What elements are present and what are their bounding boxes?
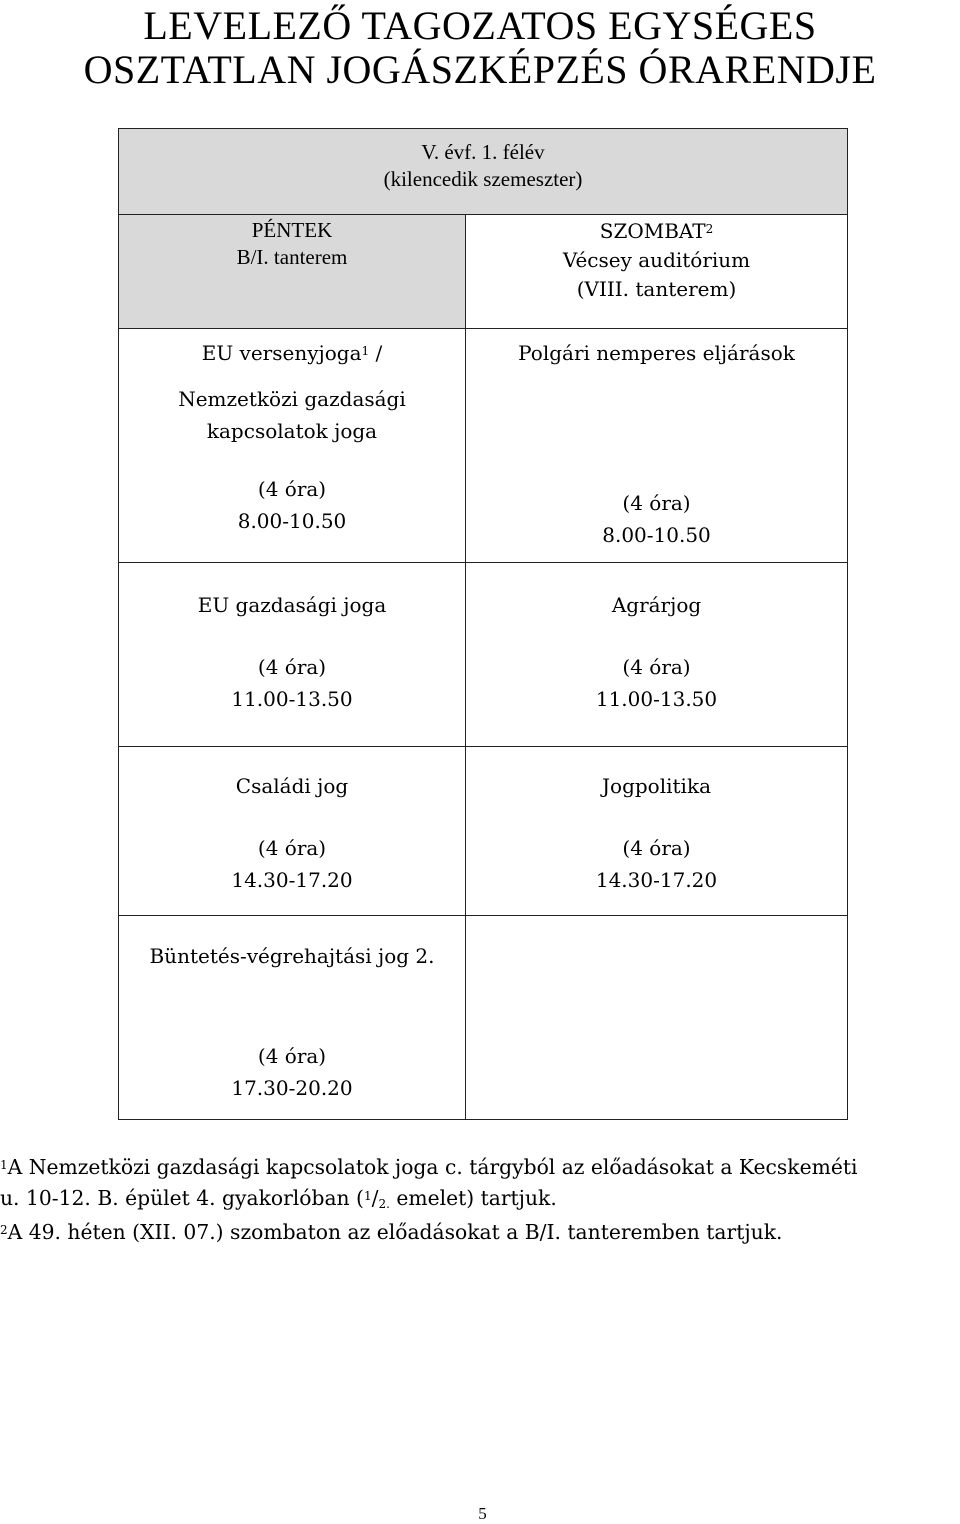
friday-header [119, 215, 466, 329]
page-number: 5 [478, 1504, 487, 1523]
friday-slot-2-time: 11.00-13.50 [231, 687, 353, 711]
saturday-slot-1-hours: (4 óra) [622, 491, 691, 515]
friday-slot-2-hours: (4 óra) [257, 655, 327, 679]
saturday-header [466, 215, 848, 329]
footnote-1-mark: 1 [0, 1158, 8, 1172]
footnote-1-line1: $^1$A Nemzetközi gazdasági kapcsolatok joga c. tárgyból az előadásokat a Kecskeméti [0, 1155, 858, 1179]
friday-slot-4 [119, 916, 466, 1120]
footnote-2-mark: 2 [0, 1223, 8, 1237]
saturday-room-line1: Vécsey auditórium [562, 248, 751, 272]
saturday-slot-2-hours: (4 óra) [622, 655, 691, 679]
friday-room-label: B/I. tanterem [236, 245, 348, 269]
saturday-room-line2: (VIII. tanterem) [576, 277, 737, 301]
footnote-2: $^2$A 49. héten (XII. 07.) szombaton az előadásokat a B/I. tanteremben tartjuk. [0, 1220, 783, 1244]
friday-slot-3-hours: (4 óra) [257, 836, 327, 860]
saturday-slot-2-course: Agrárjog [611, 593, 702, 617]
friday-slot-1 [119, 329, 466, 563]
semester-header [119, 129, 848, 215]
saturday-slot-4-empty [466, 916, 848, 1120]
saturday-slot-3-time: 14.30-17.20 [595, 868, 718, 892]
saturday-footnote-mark: 2 [705, 222, 714, 236]
slot-row-4 [119, 916, 848, 1120]
saturday-slot-2 [466, 563, 848, 747]
footnote-1-line2: u. 10-12. B. épület 4. gyakorlóban ($^1/_{2.}$ emelet) tartjuk. [0, 1186, 557, 1211]
page-title [0, 4, 960, 92]
semester-row [119, 129, 848, 215]
saturday-slot-1 [466, 329, 848, 563]
friday-slot-1-course-b-line2: kapcsolatok joga [206, 419, 378, 443]
slot-row-1 [119, 329, 848, 563]
friday-slot-1-course-b-line1: Nemzetközi gazdasági [178, 387, 406, 411]
friday-slot-2 [119, 563, 466, 747]
friday-slot-4-hours: (4 óra) [257, 1044, 327, 1068]
friday-slot-2-course: EU gazdasági joga [197, 593, 387, 617]
saturday-day-label: SZOMBAT$^2$ [599, 219, 714, 243]
slot-row-3 [119, 747, 848, 916]
saturday-slot-3-course: Jogpolitika [602, 774, 711, 798]
friday-slot-4-time: 17.30-20.20 [231, 1076, 353, 1100]
page-title-line2: OSZTATLAN JOGÁSZKÉPZÉS ÓRARENDJE [83, 47, 877, 92]
page-title-line1: LEVELEZŐ TAGOZATOS EGYSÉGES [143, 3, 817, 48]
saturday-slot-1-course: Polgári nemperes eljárások [518, 341, 795, 365]
friday-slot-4-course: Büntetés-végrehajtási jog 2. [149, 944, 435, 968]
saturday-slot-3 [466, 747, 848, 916]
friday-slot-1-hours: (4 óra) [257, 477, 327, 501]
friday-day-label: PÉNTEK [251, 218, 333, 242]
semester-line1: V. évf. 1. félév [421, 140, 545, 164]
saturday-slot-2-time: 11.00-13.50 [595, 687, 718, 711]
friday-slot-1-time: 8.00-10.50 [237, 509, 347, 533]
day-header-row [119, 215, 848, 329]
semester-line2: (kilencedik szemeszter) [383, 167, 583, 191]
saturday-slot-1-time: 8.00-10.50 [602, 523, 711, 547]
friday-slot-1-course-a: EU versenyjoga$^1$ / [201, 341, 383, 365]
friday-slot-3 [119, 747, 466, 916]
footnotes [0, 1152, 960, 1248]
slot-row-2 [119, 563, 848, 747]
friday-slot-3-course: Családi jog [235, 774, 349, 798]
saturday-slot-3-hours: (4 óra) [622, 836, 691, 860]
friday-slot-3-time: 14.30-17.20 [231, 868, 353, 892]
timetable [118, 128, 848, 1120]
